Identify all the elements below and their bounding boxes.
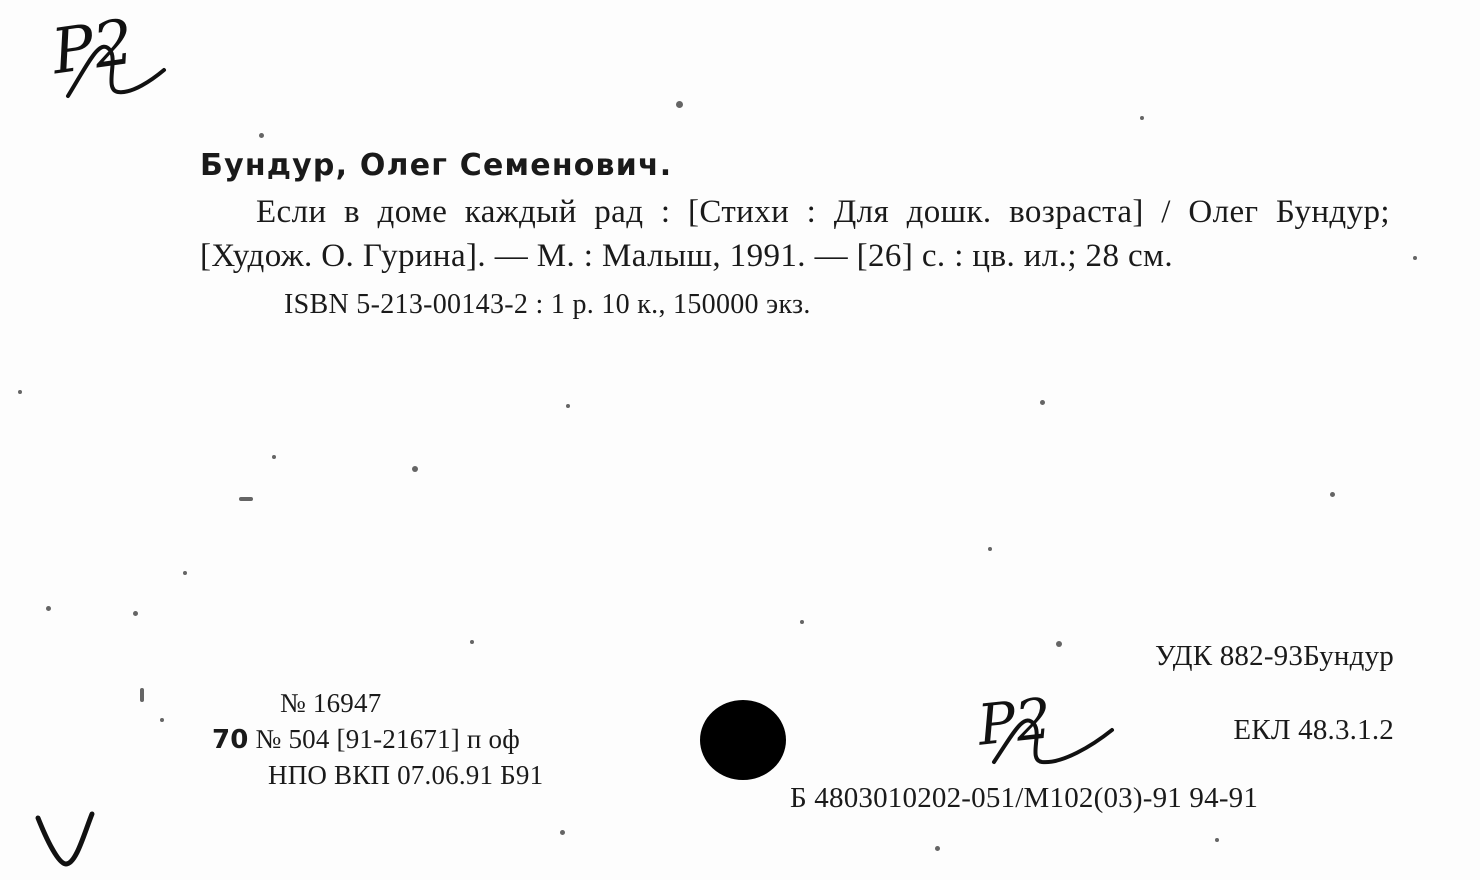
- isbn-line: ISBN 5-213-00143-2 : 1 р. 10 к., 150000 экз.: [284, 288, 811, 320]
- scan-speck: [1413, 256, 1417, 260]
- bibliographic-block: [200, 148, 1390, 321]
- title-line-1: Если в доме каждый рад : [Стихи : Для дошк.: [256, 194, 992, 230]
- scan-speck: [46, 606, 51, 611]
- handwritten-checkmark: [32, 808, 112, 874]
- scan-speck: [935, 846, 940, 851]
- scan-speck: [470, 640, 474, 644]
- scan-speck: [18, 390, 22, 394]
- handwritten-mark-top-left: Р2: [47, 4, 138, 89]
- scan-speck: [1040, 400, 1045, 405]
- scan-speck: [239, 497, 253, 501]
- scan-speck: [1215, 838, 1219, 842]
- scan-speck: [1330, 492, 1335, 497]
- ekl-line: ЕКЛ 48.3.1.2: [1233, 714, 1394, 746]
- handwritten-flourish-top-left: [60, 30, 170, 110]
- scan-speck: [560, 830, 565, 835]
- accession-number-line: № 16947: [280, 688, 382, 718]
- order-number-line: [212, 722, 543, 758]
- ink-blot: [700, 700, 786, 780]
- publisher-stamp-line: НПО ВКП 07.06.91 Б91: [268, 759, 544, 790]
- accession-block: [212, 686, 543, 794]
- order-number-text: № 504 [91-21671] п оф: [255, 723, 520, 754]
- title-line-3: Малыш, 1991. — [26] с. : цв. ил.; 28 см.: [602, 237, 1173, 274]
- title-line-2: возраста] / Олег Бундур; [Худож. О. Гурина]. — М. :: [200, 194, 1390, 274]
- format-code: 70: [212, 724, 249, 755]
- scan-speck: [412, 466, 418, 472]
- scan-speck: [272, 455, 276, 459]
- author-heading: Бундур, Олег Семенович.: [200, 148, 673, 183]
- handwritten-mark-bottom-center: Р2: [974, 686, 1055, 759]
- scan-speck: [988, 547, 992, 551]
- scan-speck: [676, 101, 683, 108]
- scan-speck: [160, 718, 164, 722]
- scan-speck: [1140, 116, 1144, 120]
- scan-speck: [183, 571, 187, 575]
- title-statement: [200, 191, 1390, 279]
- scan-speck: [140, 688, 144, 702]
- registry-line: Б 4803010202-051/М102(03)-91 94-91: [790, 782, 1259, 814]
- scan-speck: [1056, 641, 1062, 647]
- scan-speck: [566, 404, 570, 408]
- scan-speck: [259, 133, 264, 138]
- scan-speck: [800, 620, 804, 624]
- udk-line: УДК 882-93Бундур: [1154, 640, 1394, 672]
- scan-speck: [133, 611, 138, 616]
- handwritten-flourish-bottom-center: [988, 706, 1118, 776]
